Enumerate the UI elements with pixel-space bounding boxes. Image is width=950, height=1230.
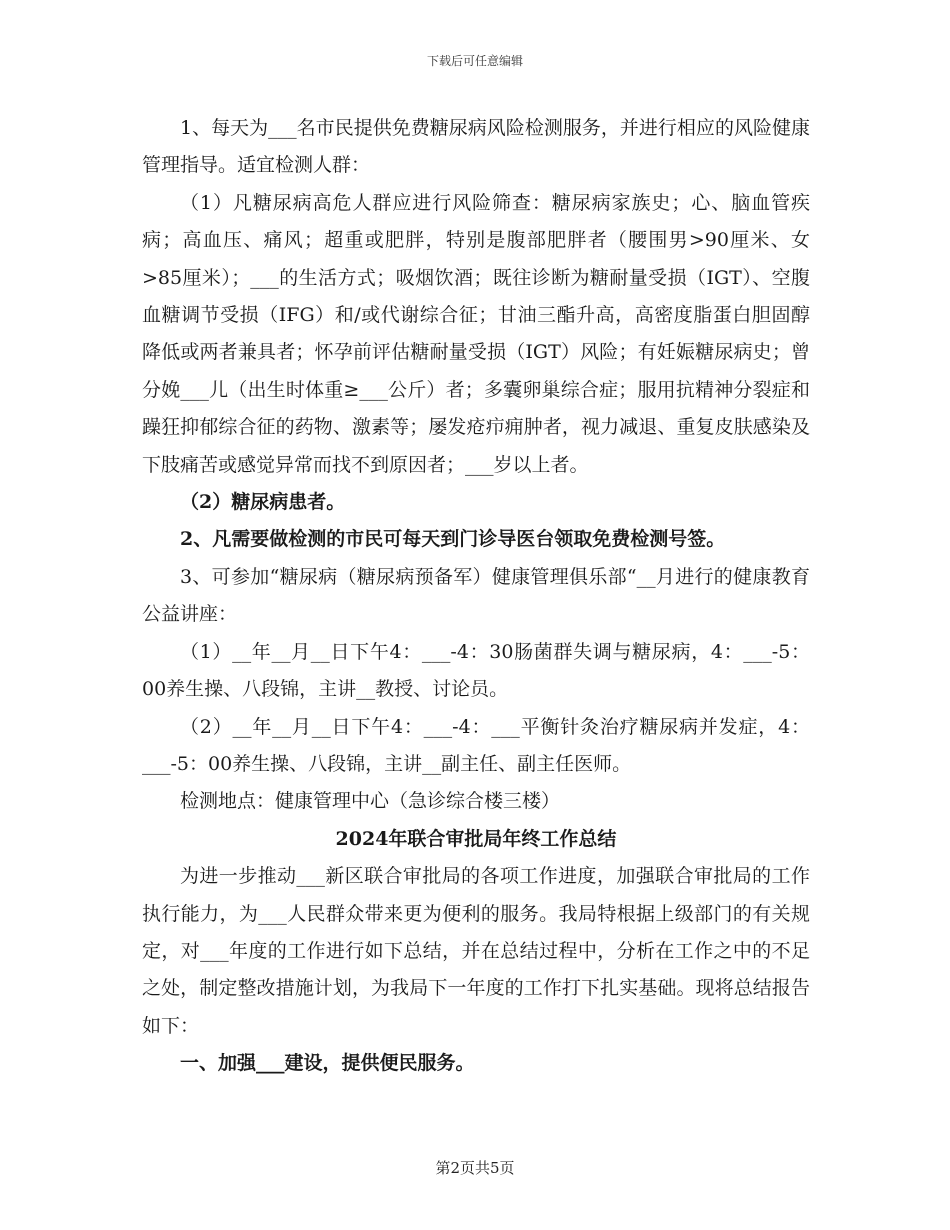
paragraph-1: 1、每天为___名市民提供免费糖尿病风险检测服务，并进行相应的风险健康管理指导。适宜检测人群： (142, 117, 810, 177)
section-title: 2024年联合审批局年终工作总结 (335, 827, 617, 850)
paragraph-6: （1）__年__月__日下午4：___-4：30肠菌群失调与糖尿病，4：___-5：00养生操、八段锦，主讲__教授、讨论员。 (142, 640, 810, 701)
document-body (142, 110, 810, 1083)
paragraph-8: 检测地点：健康管理中心（急诊综合楼三楼） (180, 790, 561, 813)
paragraph-7: （2）__年__月__日下午4：___-4：___平衡针灸治疗糖尿病并发症，4：___-5：00养生操、八段锦，主讲__副主任、副主任医师。 (142, 715, 810, 775)
paragraph-3: （2）糖尿病患者。 (180, 491, 346, 514)
page-header: 下载后可任意编辑 (426, 54, 523, 68)
section-heading-1: 一、加强___建设，提供便民服务。 (180, 1052, 475, 1075)
paragraph-4: 2、凡需要做检测的市民可每天到门诊导医台领取免费检测号签。 (180, 528, 726, 551)
paragraph-2: （1）凡糖尿病高危人群应进行风险筛查：糖尿病家族史；心、脑血管疾病；高血压、痛风；超重或肥胖，特别是腹部肥胖者（腰围男>90厘米、女>85厘米）；___的生活方式；吸烟饮酒；既往诊断为糖耐量受损（IGT）、空腹血糖调节受损（IFG）和/或代谢综合征；甘油三酯升高，高密度脂蛋白胆固醇降低或两者兼具者；怀孕前评估糖耐量受损（IGT）风险；有妊娠糖尿病史；曾分娩___儿（出生时体重≥___公斤）者；多囊卵巢综合症；服用抗精神分裂症和躁狂抑郁综合征的药物、激素等；屡发疮疖痈肿者，视力减退、重复皮肤感染及下肢痛苦或感觉异常而找不到原因者；___岁以上者。 (142, 191, 810, 476)
page-footer: 第2页共5页 (435, 1159, 515, 1177)
paragraph-9: 为进一步推动___新区联合审批局的各项工作进度，加强联合审批局的工作执行能力，为___人民群众带来更为便利的服务。我局特根据上级部门的有关规定，对___年度的工作进行如下总结，并在总结过程中，分析在工作之中的不足之处，制定整改措施计划，为我局下一年度的工作打下扎实基础。现将总结报告如下： (142, 865, 810, 1037)
paragraph-5: 3、可参加“糖尿病（糖尿病预备军）健康管理俱乐部“__月进行的健康教育公益讲座： (142, 565, 810, 626)
